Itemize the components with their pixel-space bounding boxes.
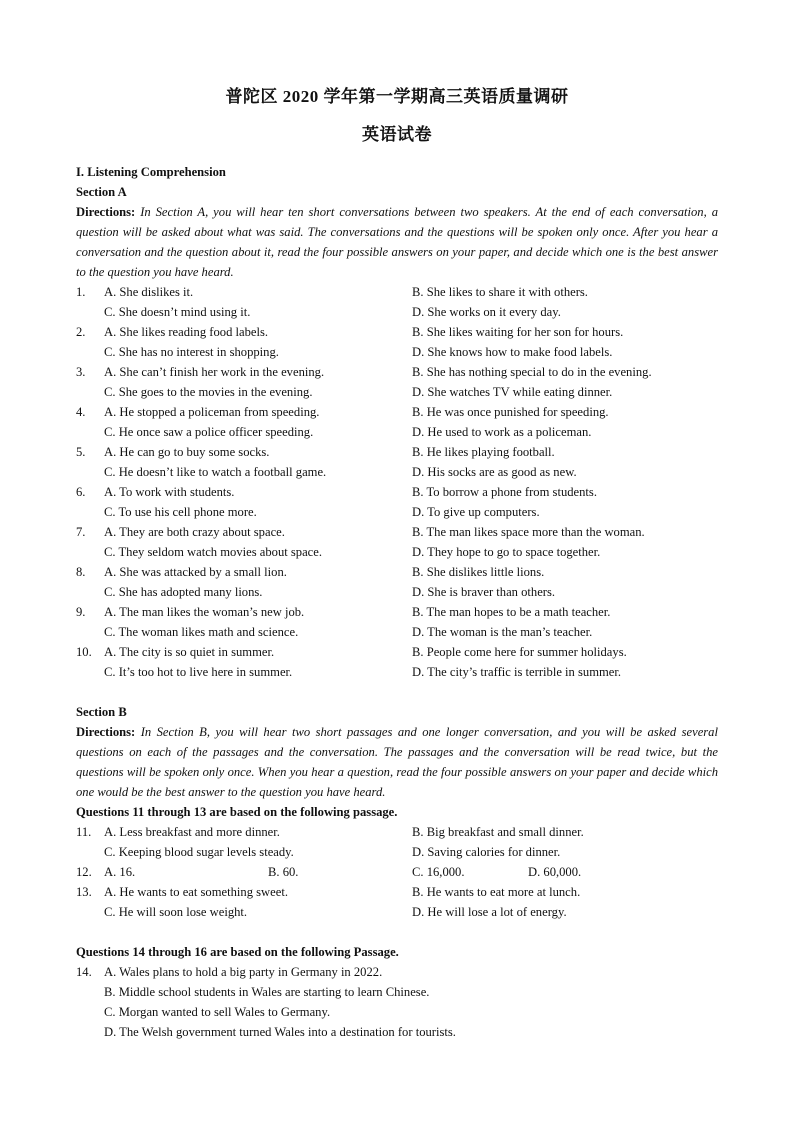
option-c: C. The woman likes math and science.	[104, 625, 299, 639]
question-row	[76, 462, 718, 482]
option-d: D. Saving calories for dinner.	[412, 845, 561, 859]
option-d: D. To give up computers.	[412, 505, 540, 519]
option-d: D. She watches TV while eating dinner.	[412, 385, 613, 399]
question-row	[76, 482, 718, 502]
option-b: B. The man hopes to be a math teacher.	[412, 605, 611, 619]
question-row	[76, 842, 718, 862]
option-c: C. He doesn’t like to watch a football game.	[104, 465, 327, 479]
section-b-heading: Section B	[76, 705, 127, 719]
directions-label: Directions:	[76, 725, 136, 739]
question-number: 4.	[76, 405, 86, 419]
group1-heading: Questions 11 through 13 are based on the following passage.	[76, 805, 398, 819]
option-d: D. His socks are as good as new.	[412, 465, 577, 479]
question-row	[76, 882, 718, 902]
question-row	[76, 662, 718, 682]
question-row	[76, 562, 718, 582]
question-row	[76, 342, 718, 362]
option-a: A. Wales plans to hold a big party in Germany in 2022.	[104, 965, 383, 979]
option-d: D. He used to work as a policeman.	[412, 425, 592, 439]
option-a: A. The man likes the woman’s new job.	[104, 605, 305, 619]
group2-heading: Questions 14 through 16 are based on the following Passage.	[76, 945, 399, 959]
option-d: D. 60,000.	[528, 865, 582, 879]
exam-title: 普陀区 2020 学年第一学期高三英语质量调研	[225, 87, 569, 106]
part-heading: I. Listening Comprehension	[76, 165, 226, 179]
option-d: D. The city’s traffic is terrible in summer.	[412, 665, 622, 679]
option-c: C. Morgan wanted to sell Wales to Germany.	[104, 1005, 331, 1019]
question-row	[76, 902, 718, 922]
option-c: C. She doesn’t mind using it.	[104, 305, 251, 319]
option-b: B. Big breakfast and small dinner.	[412, 825, 584, 839]
exam-content	[76, 162, 718, 1042]
question-row	[76, 422, 718, 442]
question-row	[76, 282, 718, 302]
option-a: A. He can go to buy some socks.	[104, 445, 270, 459]
option-a: A. He stopped a policeman from speeding.	[104, 405, 320, 419]
question-number: 8.	[76, 565, 86, 579]
question-number: 11.	[76, 825, 92, 839]
question-row	[76, 642, 718, 662]
section-a-heading: Section A	[76, 185, 127, 199]
option-a: A. He wants to eat something sweet.	[104, 885, 288, 899]
option-b: B. She likes to share it with others.	[412, 285, 588, 299]
question-row	[76, 402, 718, 422]
question-row	[76, 1022, 718, 1042]
option-c: C. She goes to the movies in the evening.	[104, 385, 313, 399]
option-a: A. To work with students.	[104, 485, 235, 499]
question-row	[76, 522, 718, 542]
option-b: B. He was once punished for speeding.	[412, 405, 609, 419]
question-row	[76, 302, 718, 322]
option-d: D. He will lose a lot of energy.	[412, 905, 567, 919]
option-c: C. 16,000.	[412, 865, 465, 879]
question-number: 1.	[76, 285, 86, 299]
option-d: D. She knows how to make food labels.	[412, 345, 613, 359]
option-d: D. The Welsh government turned Wales into a destination for tourists.	[104, 1025, 456, 1039]
option-b: B. People come here for summer holidays.	[412, 645, 627, 659]
option-a: A. Less breakfast and more dinner.	[104, 825, 280, 839]
question-row	[76, 862, 718, 882]
option-d: D. The woman is the man’s teacher.	[412, 625, 593, 639]
question-number: 5.	[76, 445, 86, 459]
question-number: 2.	[76, 325, 86, 339]
directions-text: In Section B, you will hear two short passages and one longer conversation, and you will be asked several questions on each of the passages and the conversation. The passages and the conversation will be read twice, but the questions will be spoken only once. When you hear a question, read the four possible answers on your paper and decide which one would be the best answer to the question you have heard.	[76, 725, 718, 799]
directions-label: Directions:	[76, 205, 136, 219]
exam-subtitle: 英语试卷	[362, 125, 432, 144]
option-a: A. She can’t finish her work in the evening.	[104, 365, 325, 379]
option-c: C. He will soon lose weight.	[104, 905, 248, 919]
question-row	[76, 1002, 718, 1022]
option-b: B. He likes playing football.	[412, 445, 555, 459]
question-row	[76, 502, 718, 522]
option-c: C. They seldom watch movies about space.	[104, 545, 323, 559]
option-a: A. 16.	[104, 865, 136, 879]
option-c: C. She has adopted many lions.	[104, 585, 263, 599]
question-row	[76, 362, 718, 382]
option-b: B. She dislikes little lions.	[412, 565, 545, 579]
question-row	[76, 382, 718, 402]
question-number: 6.	[76, 485, 86, 499]
option-c: C. It’s too hot to live here in summer.	[104, 665, 293, 679]
option-b: B. She has nothing special to do in the evening.	[412, 365, 652, 379]
option-b: B. She likes waiting for her son for hours.	[412, 325, 624, 339]
option-b: B. 60.	[268, 865, 299, 879]
option-b: B. Middle school students in Wales are starting to learn Chinese.	[104, 985, 430, 999]
question-number: 12.	[76, 865, 92, 879]
question-row	[76, 622, 718, 642]
question-number: 13.	[76, 885, 92, 899]
question-row	[76, 542, 718, 562]
option-a: A. She was attacked by a small lion.	[104, 565, 287, 579]
option-b: B. The man likes space more than the woman.	[412, 525, 645, 539]
option-b: B. He wants to eat more at lunch.	[412, 885, 581, 899]
option-a: A. The city is so quiet in summer.	[104, 645, 275, 659]
directions-text: In Section A, you will hear ten short conversations between two speakers. At the end of each conversation, a question will be asked about what was said. The conversations and the questions will be spoken only once. After you hear a conversation and the question about it, read the four possible answers on your paper, and decide which one is the best answer to the question you have heard.	[76, 205, 718, 279]
option-d: D. They hope to go to space together.	[412, 545, 601, 559]
section-a-questions	[76, 282, 718, 682]
question-row	[76, 962, 718, 982]
option-c: C. She has no interest in shopping.	[104, 345, 279, 359]
option-a: A. They are both crazy about space.	[104, 525, 285, 539]
option-a: A. She dislikes it.	[104, 285, 194, 299]
option-b: B. To borrow a phone from students.	[412, 485, 597, 499]
option-a: A. She likes reading food labels.	[104, 325, 269, 339]
question-number: 7.	[76, 525, 86, 539]
question-number: 14.	[76, 965, 92, 979]
question-number: 10.	[76, 645, 92, 659]
question-row	[76, 602, 718, 622]
question-row	[76, 822, 718, 842]
section-a-directions	[76, 202, 718, 282]
question-row	[76, 322, 718, 342]
section-b-directions	[76, 722, 718, 802]
question-number: 3.	[76, 365, 86, 379]
option-d: D. She works on it every day.	[412, 305, 561, 319]
question-row	[76, 442, 718, 462]
option-c: C. Keeping blood sugar levels steady.	[104, 845, 294, 859]
option-c: C. He once saw a police officer speeding.	[104, 425, 314, 439]
option-c: C. To use his cell phone more.	[104, 505, 257, 519]
question-row	[76, 582, 718, 602]
option-d: D. She is braver than others.	[412, 585, 556, 599]
question-row	[76, 982, 718, 1002]
question-number: 9.	[76, 605, 86, 619]
